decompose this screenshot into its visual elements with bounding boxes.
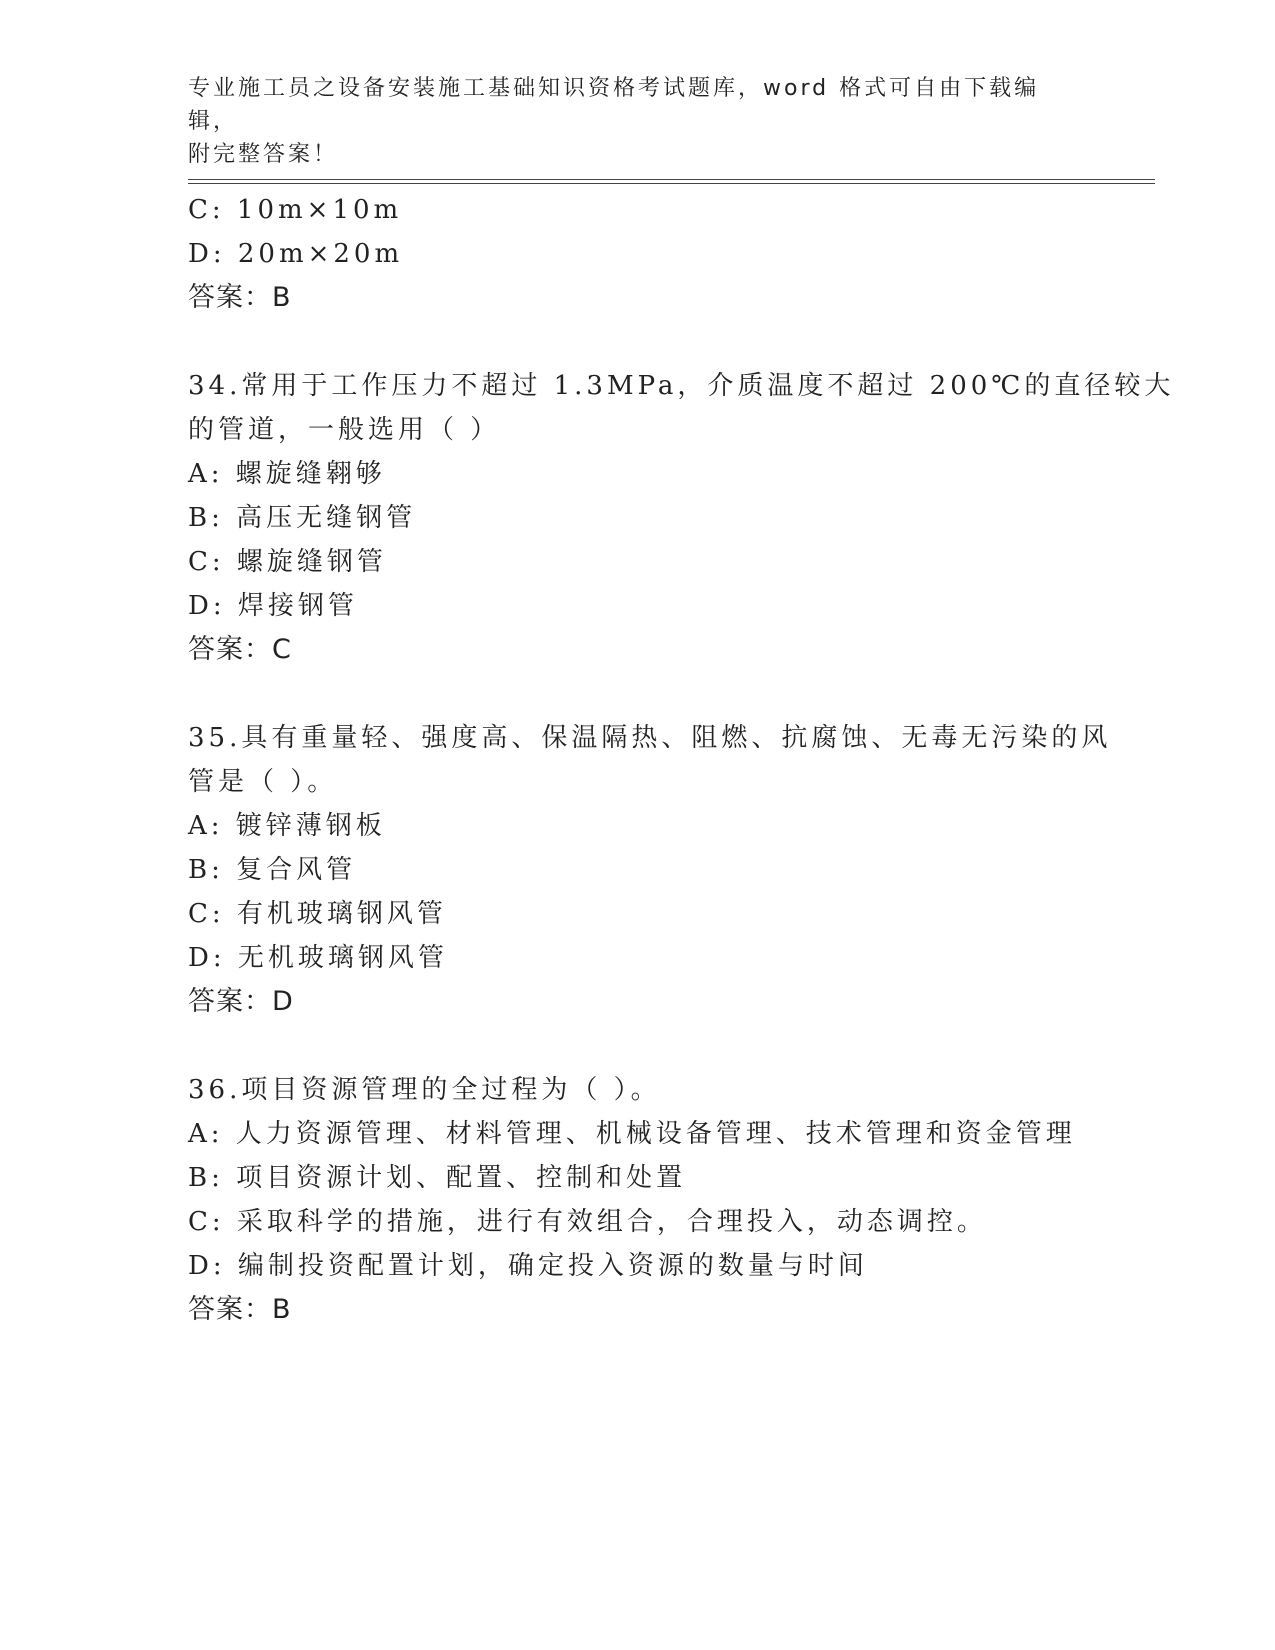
option-b: B: 复合风管 — [188, 855, 357, 885]
option-c: C: 10m×10m — [188, 195, 403, 225]
option-b: B: 项目资源计划、配置、控制和处置 — [188, 1163, 687, 1193]
option-d: D: 焊接钢管 — [188, 591, 358, 621]
option-b: B: 高压无缝钢管 — [188, 503, 417, 533]
option-c: C: 有机玻璃钢风管 — [188, 899, 447, 929]
option-d: D: 无机玻璃钢风管 — [188, 943, 448, 973]
header-line-1: 专业施工员之设备安装施工基础知识资格考试题库，word 格式可自由下载编辑， — [188, 76, 1040, 134]
question-35-stem-cont: 管是（ ）。 — [188, 767, 338, 797]
answer-line: 答案：D — [188, 986, 294, 1017]
option-c: C: 螺旋缝钢管 — [188, 547, 387, 577]
question-34-stem-cont: 的管道，一般选用（ ） — [188, 415, 501, 445]
option-a: A: 镀锌薄钢板 — [188, 811, 386, 841]
answer-line: 答案：C — [188, 634, 292, 665]
document-header — [188, 72, 1068, 171]
header-divider-bottom — [188, 183, 1155, 184]
question-35-stem: 35.具有重量轻、强度高、保温隔热、阻燃、抗腐蚀、无毒无污染的风 — [188, 723, 1112, 753]
header-divider-top — [188, 179, 1155, 180]
answer-line: 答案：B — [188, 282, 292, 313]
option-d: D: 编制投资配置计划，确定投入资源的数量与时间 — [188, 1251, 868, 1281]
answer-line: 答案：B — [188, 1294, 292, 1325]
option-d: D: 20m×20m — [188, 239, 404, 269]
option-a: A: 螺旋缝翱够 — [188, 459, 386, 489]
question-34-stem: 34.常用于工作压力不超过 1.3MPa，介质温度不超过 200℃的直径较大 — [188, 371, 1175, 401]
option-c: C: 采取科学的措施，进行有效组合，合理投入，动态调控。 — [188, 1207, 987, 1237]
header-line-2: 附完整答案！ — [188, 142, 339, 167]
question-36-stem: 36.项目资源管理的全过程为（ ）。 — [188, 1075, 661, 1105]
option-a: A: 人力资源管理、材料管理、机械设备管理、技术管理和资金管理 — [188, 1119, 1076, 1149]
